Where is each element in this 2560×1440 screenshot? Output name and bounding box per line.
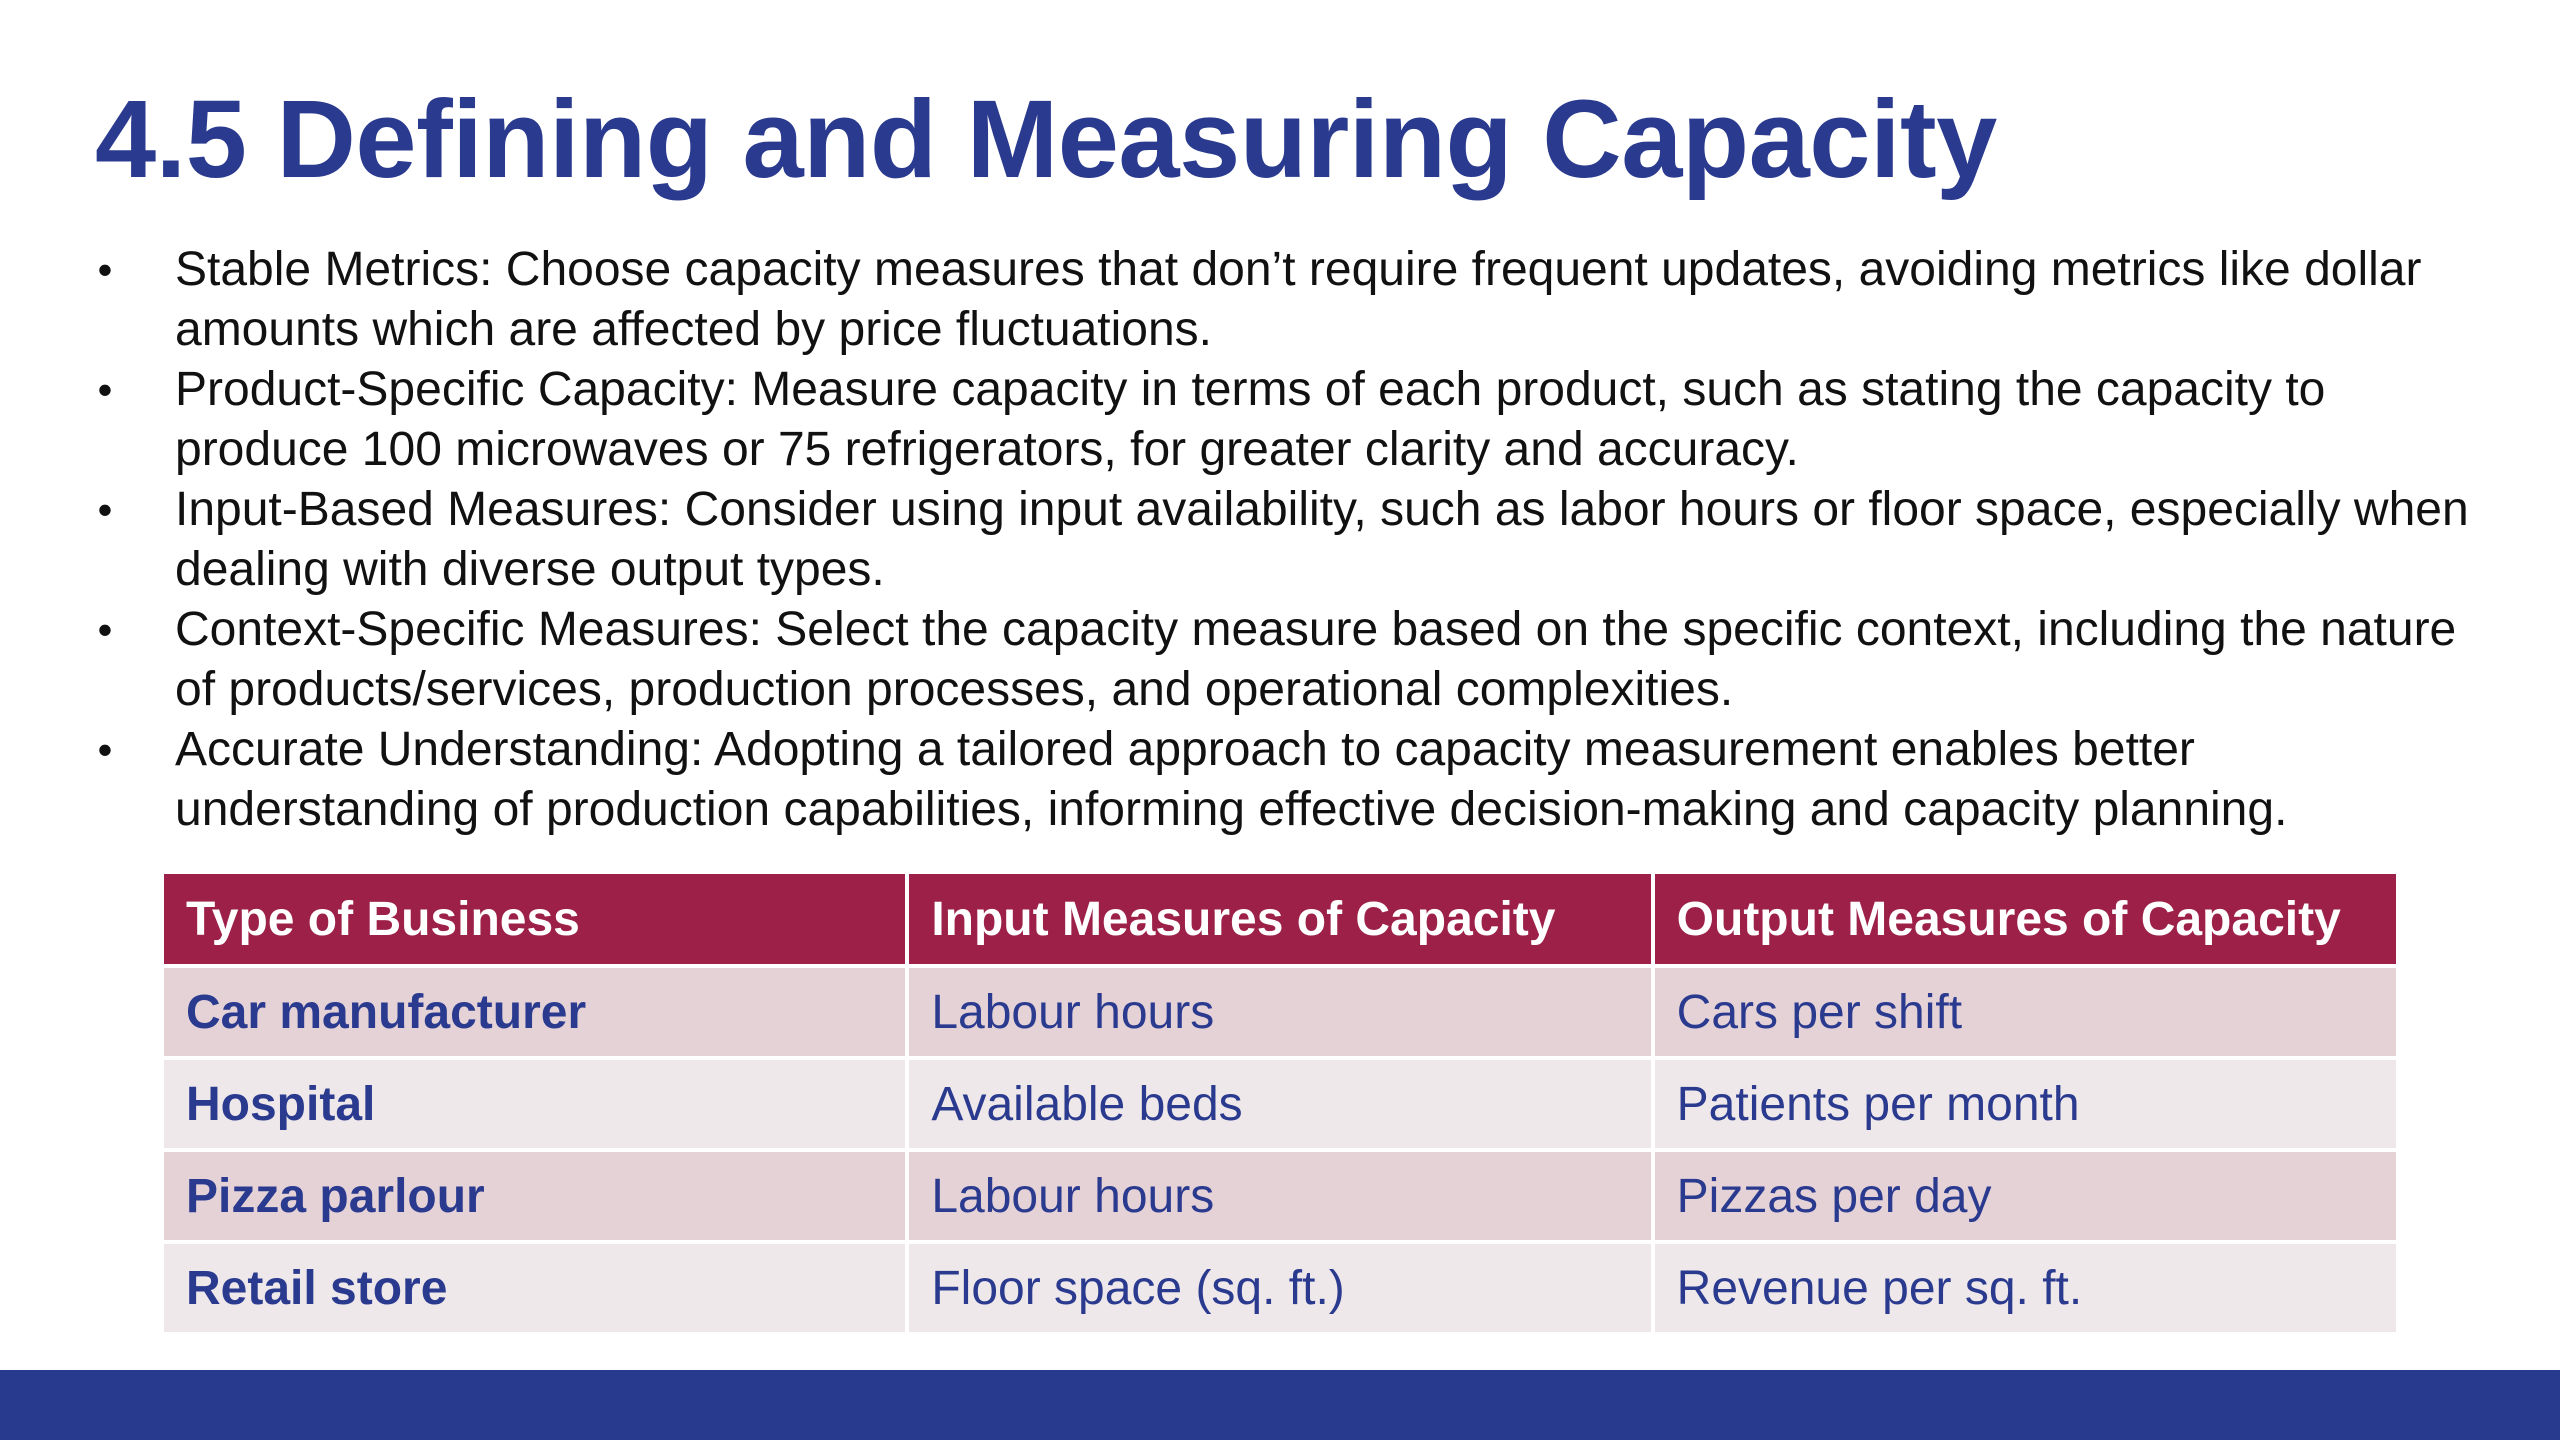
bullet-text: Context-Specific Measures: Select the capacity measure based on the specific context, including the nature of products/services, production processes, and operational complexities. [175,603,2457,716]
output-measure-cell: Patients per month [1653,1058,2398,1150]
header-output-measures: Output Measures of Capacity [1653,872,2398,966]
input-measure-cell: Labour hours [907,966,1652,1058]
bullet-text: Accurate Understanding: Adopting a tailored approach to capacity measurement enables better understanding of production capabilities, informing effective decision-making and capacity planning. [175,723,2288,836]
bullet-item-context-specific [90,600,2470,720]
bullet-list [90,240,2470,840]
input-measure-cell: Labour hours [907,1150,1652,1242]
bullet-item-accurate-understanding [90,720,2470,840]
header-input-measures: Input Measures of Capacity [907,872,1652,966]
bullet-marker: • [97,606,113,653]
bullet-text: Product-Specific Capacity: Measure capacity in terms of each product, such as stating the capacity to produce 100 microwaves or 75 refrigerators, for greater clarity and accuracy. [175,363,2326,476]
table-row [162,1242,2398,1334]
footer-bar [0,1370,2560,1440]
bullet-marker: • [97,366,113,413]
input-measure-cell: Floor space (sq. ft.) [907,1242,1652,1334]
header-type-of-business: Type of Business [162,872,907,966]
slide-title: 4.5 Defining and Measuring Capacity [95,78,1997,201]
bullet-text: Stable Metrics: Choose capacity measures that don’t require frequent updates, avoiding metrics like dollar amounts which are affected by price fluctuations. [175,243,2422,356]
table-row [162,966,2398,1058]
bullet-marker: • [97,726,113,773]
capacity-table [160,870,2400,1336]
bullet-item-input-based [90,480,2470,600]
table-header-row [162,872,2398,966]
business-cell: Hospital [162,1058,907,1150]
bullet-item-stable-metrics [90,240,2470,360]
bullet-text: Input-Based Measures: Consider using input availability, such as labor hours or floor space, especially when dealing with diverse output types. [175,483,2469,596]
business-cell: Retail store [162,1242,907,1334]
output-measure-cell: Cars per shift [1653,966,2398,1058]
bullet-marker: • [97,486,113,533]
table-row [162,1150,2398,1242]
bullet-marker: • [97,246,113,293]
input-measure-cell: Available beds [907,1058,1652,1150]
business-cell: Pizza parlour [162,1150,907,1242]
bullet-item-product-specific [90,360,2470,480]
table-row [162,1058,2398,1150]
business-cell: Car manufacturer [162,966,907,1058]
output-measure-cell: Pizzas per day [1653,1150,2398,1242]
output-measure-cell: Revenue per sq. ft. [1653,1242,2398,1334]
